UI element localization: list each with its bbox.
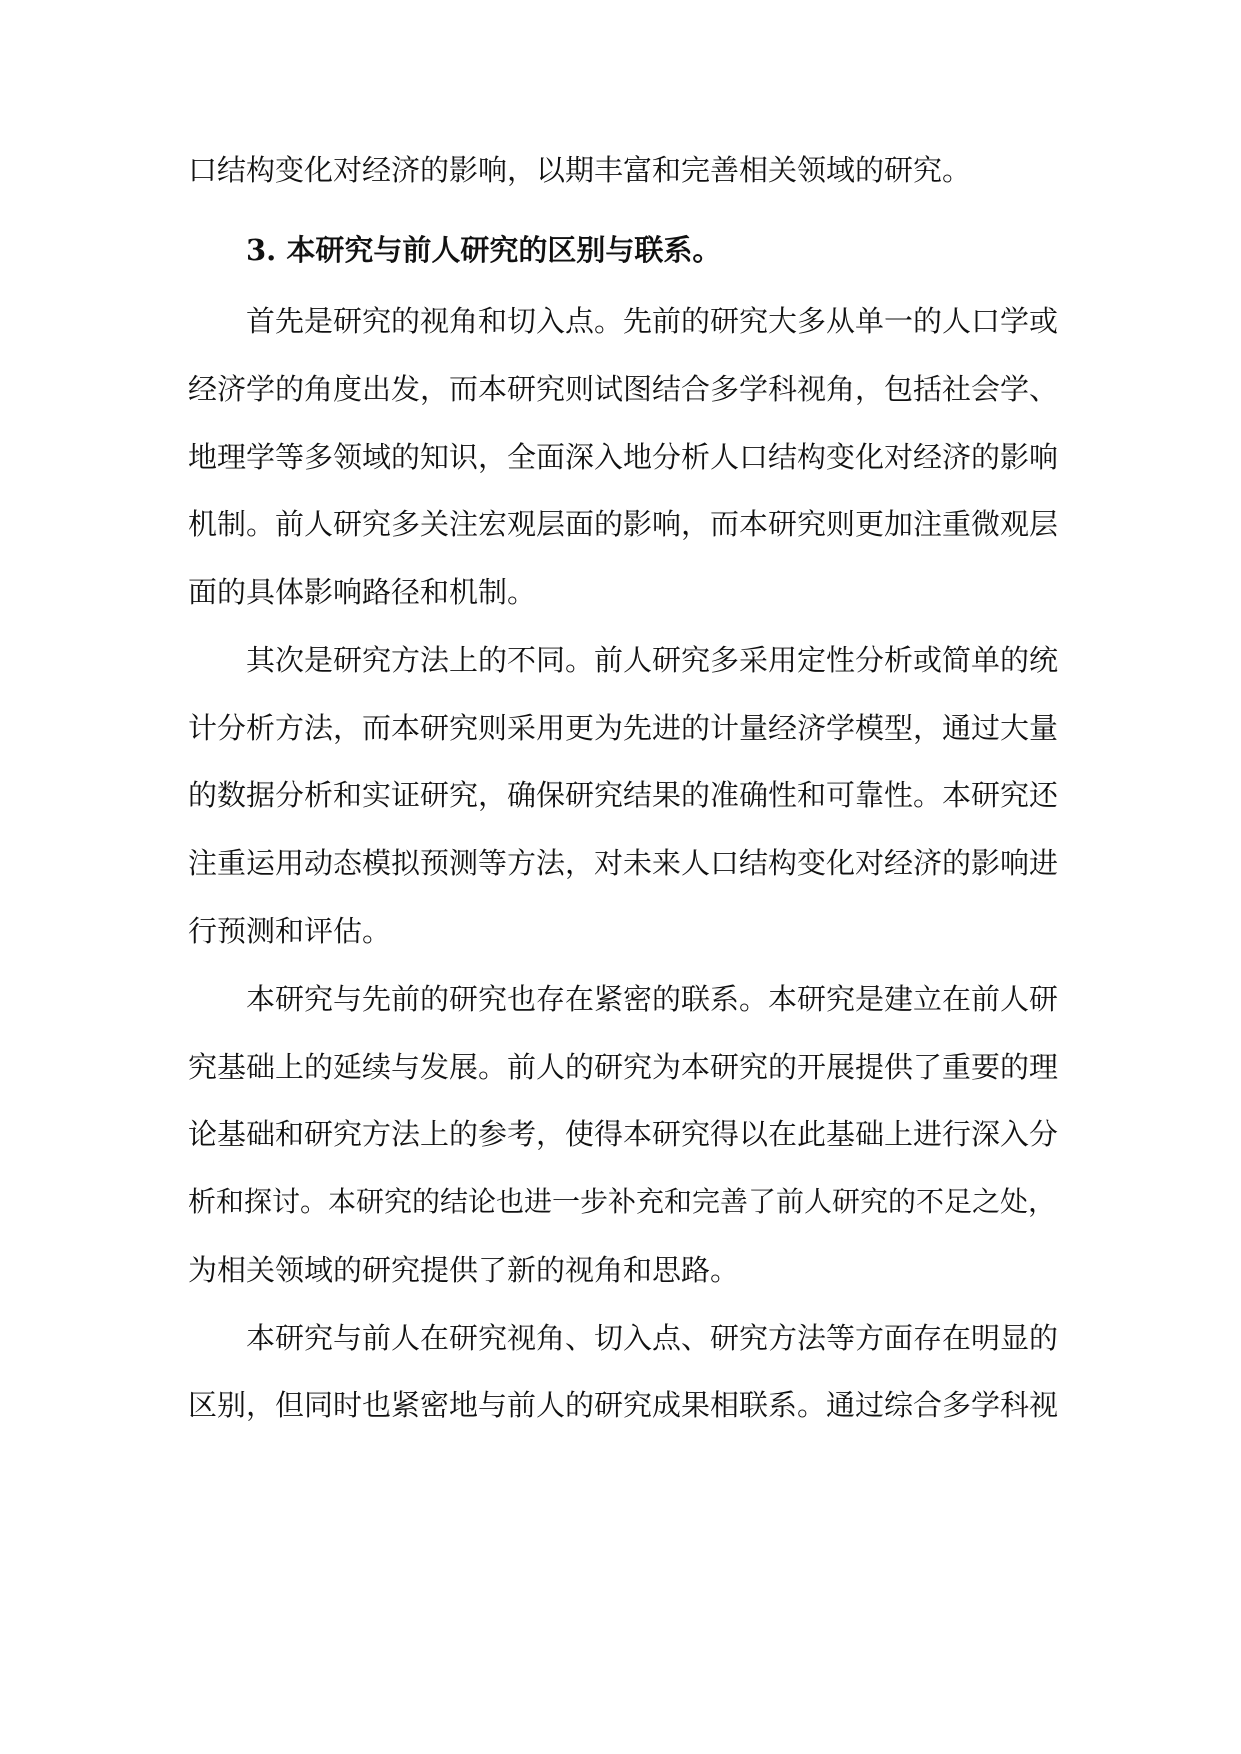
paragraph-line: 究基础上的延续与发展。前人的研究为本研究的开展提供了重要的理 bbox=[188, 1050, 1059, 1084]
paragraph-line: 本研究与前人在研究视角、切入点、研究方法等方面存在明显的 bbox=[246, 1321, 1059, 1355]
paragraph-line: 面的具体影响路径和机制。 bbox=[188, 575, 537, 609]
paragraph-line: 为相关领域的研究提供了新的视角和思路。 bbox=[188, 1253, 740, 1287]
paragraph-line: 口结构变化对经济的影响，以期丰富和完善相关领域的研究。 bbox=[188, 153, 972, 187]
paragraph-line: 地理学等多领域的知识，全面深入地分析人口结构变化对经济的影响 bbox=[188, 440, 1059, 474]
paragraph-line: 首先是研究的视角和切入点。先前的研究大多从单一的人口学或 bbox=[246, 304, 1059, 338]
paragraph-line: 区别，但同时也紧密地与前人的研究成果相联系。通过综合多学科视 bbox=[188, 1388, 1059, 1422]
paragraph-line: 计分析方法，而本研究则采用更为先进的计量经济学模型，通过大量 bbox=[188, 711, 1059, 745]
paragraph-line: 经济学的角度出发，而本研究则试图结合多学科视角，包括社会学、 bbox=[188, 372, 1059, 406]
paragraph-line: 行预测和评估。 bbox=[188, 914, 392, 948]
paragraph-line: 机制。前人研究多关注宏观层面的影响，而本研究则更加注重微观层 bbox=[188, 507, 1059, 541]
paragraph-line: 析和探讨。本研究的结论也进一步补充和完善了前人研究的不足之处， bbox=[188, 1185, 1057, 1218]
paragraph-line: 其次是研究方法上的不同。前人研究多采用定性分析或简单的统 bbox=[246, 643, 1059, 677]
paragraph-line: 本研究与先前的研究也存在紧密的联系。本研究是建立在前人研 bbox=[246, 982, 1059, 1016]
paragraph-line: 注重运用动态模拟预测等方法，对未来人口结构变化对经济的影响进 bbox=[188, 846, 1059, 880]
section-heading: 3. 本研究与前人研究的区别与联系。 bbox=[246, 233, 722, 267]
paragraph-line: 论基础和研究方法上的参考，使得本研究得以在此基础上进行深入分 bbox=[188, 1117, 1059, 1151]
paragraph-line: 的数据分析和实证研究，确保研究结果的准确性和可靠性。本研究还 bbox=[188, 778, 1059, 812]
